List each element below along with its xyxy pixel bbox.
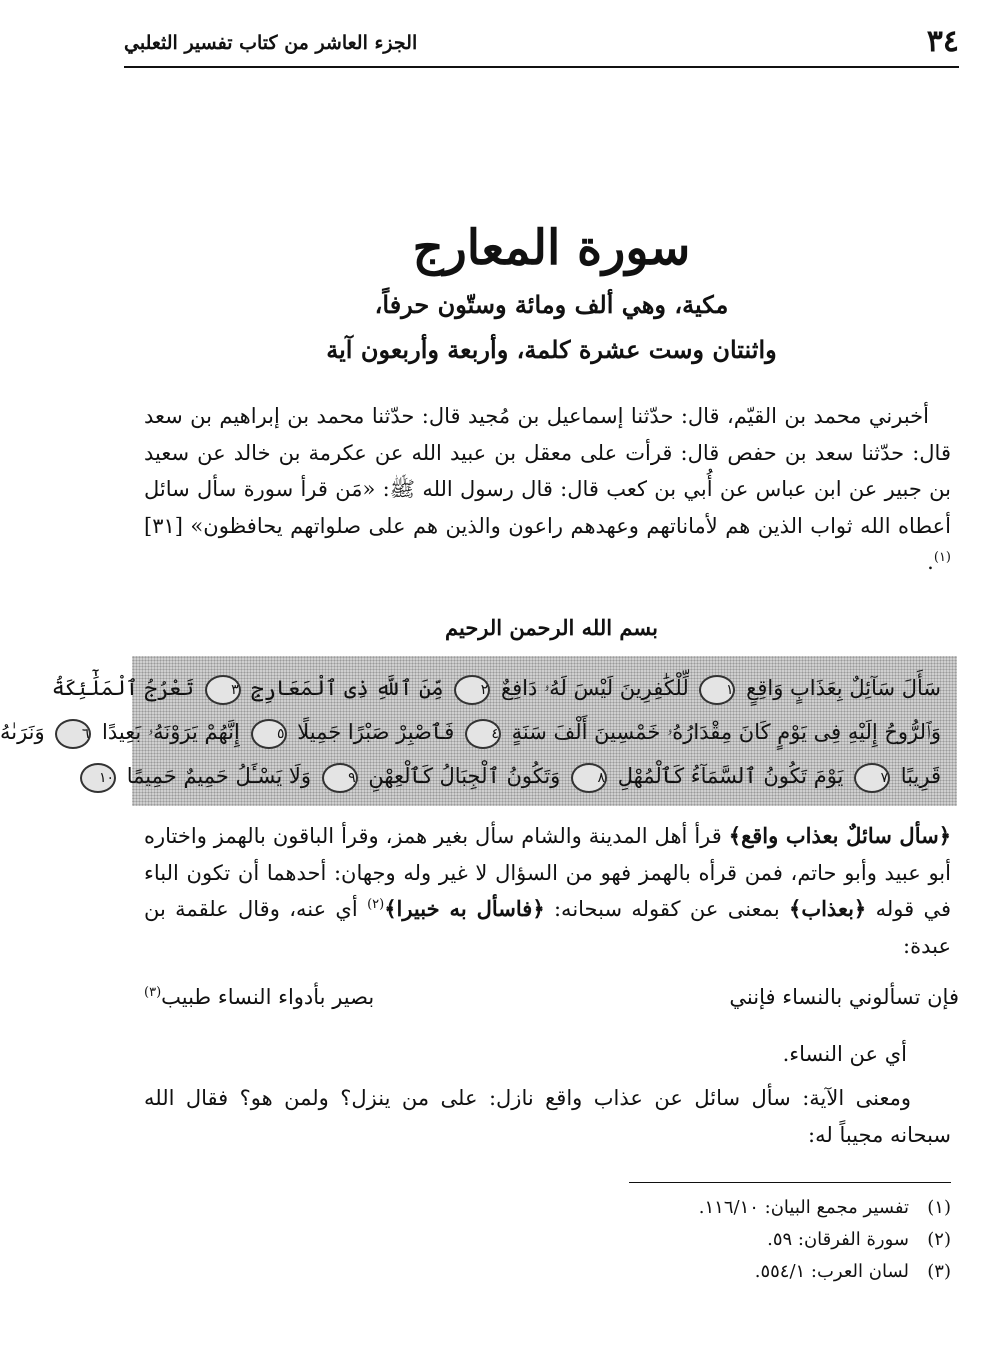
verse-text: تَعْرُجُ ٱلْمَلَٰٓئِكَةُ	[51, 676, 194, 700]
verse-number: ١	[699, 675, 735, 705]
verse-text: فَٱصْبِرْ صَبْرًا جَمِيلًا	[297, 720, 455, 744]
verse-text: وَلَا يَسْـَٔلُ حَمِيمٌ حَمِيمًا	[126, 764, 311, 788]
verse-text: إِنَّهُمْ يَرَوْنَهُۥ بَعِيدًا	[102, 720, 240, 744]
quran-quote: ﴿بعذاب﴾	[789, 896, 867, 921]
verse-number: ٨	[571, 763, 607, 793]
footnote-ref-1: (١)	[933, 550, 951, 565]
verse-number: ٥	[251, 719, 287, 749]
after-poem-text: أي عن النساء.	[782, 1042, 907, 1066]
footnote-item	[551, 1256, 951, 1288]
intro-paragraph	[144, 398, 951, 581]
verse-number: ٣	[205, 675, 241, 705]
verse-line-3	[99, 754, 941, 798]
footnotes	[551, 1192, 951, 1288]
verse-line-2	[0, 710, 941, 754]
intro-text: أخبرني محمد بن القيّم، قال: حدّثنا إسماعيل بن مُجيد قال: حدّثنا محمد بن إبراهيم بن سعد قال: حدّثنا سعد بن حفص قال: قرأت على معقل بن عبيد الله عن عكرمة بن خالد عن سعيد بن جبير عن ابن عباس عن أُبي بن كعب قال: قال رسول الله ﷺ: «مَن قرأ سورة سأل سائل أعطاه الله ثواب الذين هم لأماناتهم وعهدهم راعون والذين هم على صلواتهم يحافظون» [٣١]	[144, 404, 951, 538]
footnote-ref-3: (٣)	[144, 985, 162, 1000]
footnote-number: (٣)	[927, 1261, 951, 1282]
footnote-separator	[629, 1182, 951, 1183]
basmala: بسم الله الرحمن الرحيم	[445, 615, 658, 640]
footnote-text: تفسير مجمع البيان: ١١٦/١٠.	[698, 1197, 909, 1218]
verse-number: ٧	[854, 763, 890, 793]
commentary-text: بمعنى عن كقوله سبحانه:	[544, 897, 790, 921]
page-number: ٣٤	[926, 24, 959, 59]
footnote-item	[551, 1224, 951, 1256]
surah-title: سورة المعارج	[412, 220, 691, 276]
verse-line-1	[51, 666, 941, 710]
verse-number: ٩	[322, 763, 358, 793]
commentary-text: أي عنه، وقال علقمة بن عبدة:	[144, 897, 951, 958]
surah-subtitle-line2: واثنتان وست عشرة كلمة، وأربعة وأربعون آية	[326, 335, 777, 364]
footnote-text: سورة الفرقان: ٥٩.	[767, 1229, 909, 1250]
footnote-text: لسان العرب: ٥٥٤/١.	[754, 1261, 909, 1282]
verse-text: يَوْمَ تَكُونُ ٱلسَّمَآءُ كَٱلْمُهْلِ	[617, 764, 844, 788]
verse-number: ٤	[465, 719, 501, 749]
verse-number: ٦	[55, 719, 91, 749]
verse-text: لِّلْكَٰفِرِينَ لَيْسَ لَهُۥ دَافِعٌ	[500, 676, 689, 700]
quran-verses-box	[0, 656, 957, 806]
footnote-number: (٢)	[927, 1229, 951, 1250]
final-paragraph: ومعنى الآية: سأل سائل عن عذاب واقع نازل: على من ينزل؟ ولمن هو؟ فقال الله سبحانه مجيباً له:	[144, 1086, 951, 1147]
poetry-verse	[144, 985, 959, 1025]
quran-quote: ﴿فاسأل به خبيرا﴾	[384, 896, 545, 921]
running-title: الجزء العاشر من كتاب تفسير الثعلبي	[124, 32, 418, 54]
verse-text: وَنَرَىٰهُ	[0, 720, 45, 744]
footnote-number: (١)	[927, 1197, 951, 1218]
surah-subtitle-line1: مكية، وهي ألف ومائة وستّون حرفاً،	[374, 290, 729, 319]
commentary-paragraph	[144, 818, 951, 964]
verse-number: ١٠	[80, 763, 116, 793]
verse-number: ٢	[454, 675, 490, 705]
poem-hemistich-right: فإن تسألوني بالنساء فإنني	[729, 985, 959, 1009]
intro-end: .	[927, 550, 934, 574]
footnote-item	[551, 1192, 951, 1224]
footnote-ref-2: (٢)	[367, 897, 385, 912]
quran-quote: ﴿سأل سائلٌ بعذاب واقع﴾	[728, 823, 951, 848]
poem-hemistich-left: بصير بأدواء النساء طبيب	[161, 985, 375, 1009]
verse-text: قَرِيبًا	[900, 764, 941, 788]
verse-text: سَأَلَ سَآئِلٌ بِعَذَابٍ وَاقِعٍ	[746, 676, 941, 700]
poem-hemistich-left-wrap	[144, 985, 374, 1009]
commentary-text: قرأ أهل المدينة والشام سأل بغير همز، وقرأ الباقون بالهمز واختاره أبو عبيد وأبو حاتم، فمن قرأه بالهمز فهو من السؤال لا غير وله وجهان: أحدهما أن تكون الباء في قوله	[144, 824, 952, 921]
verse-text: مِّنَ ٱللَّهِ ذِى ٱلْمَعَارِجِ	[251, 676, 444, 700]
verse-text: وَٱلرُّوحُ إِلَيْهِ فِى يَوْمٍ كَانَ مِقْدَارُهُۥ خَمْسِينَ أَلْفَ سَنَةٍ	[511, 720, 941, 744]
page-header	[124, 22, 959, 68]
header-rule	[124, 66, 959, 68]
verse-text: وَتَكُونُ ٱلْجِبَالُ كَٱلْعِهْنِ	[368, 764, 561, 788]
